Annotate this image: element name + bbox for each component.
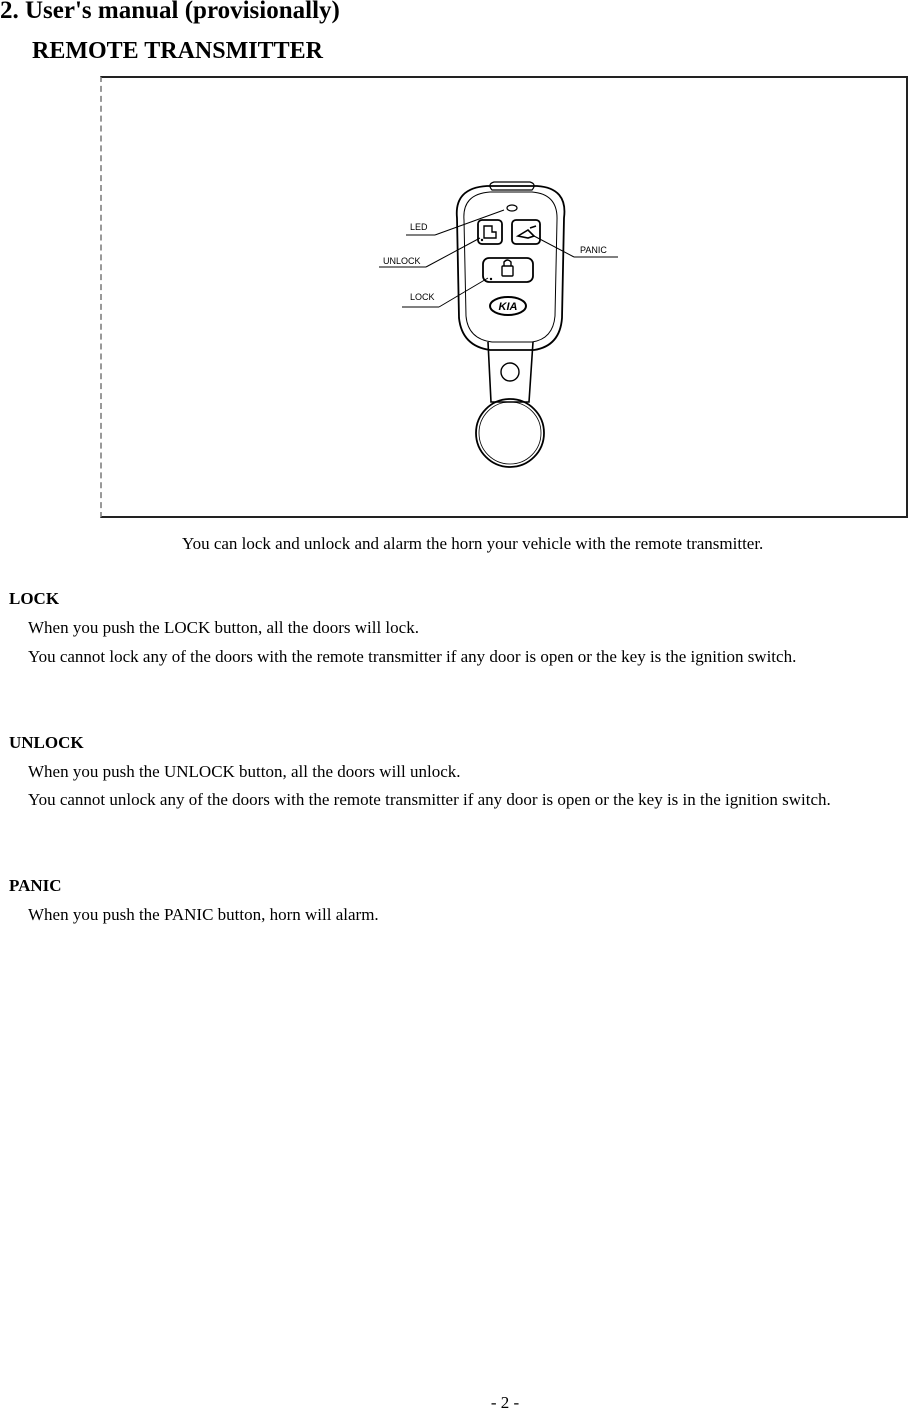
unlock-heading: UNLOCK: [9, 733, 84, 752]
panic-heading: PANIC: [9, 876, 62, 895]
unlock-description-line-2: You cannot unlock any of the doors with the remote transmitter if any door is open or the key is in the ignition switch.: [28, 790, 831, 809]
led-label: LED: [410, 222, 428, 232]
key-ring-inner: [479, 402, 541, 464]
panic-horn-icon: [518, 226, 536, 238]
remote-transmitter-illustration: [102, 78, 908, 518]
lock-description-line-2: You cannot lock any of the doors with the remote transmitter if any door is open or the key is the ignition switch.: [28, 647, 797, 666]
unlock-label: UNLOCK: [383, 256, 421, 266]
remote-transmitter-figure: [100, 76, 908, 518]
lock-icon-body: [502, 266, 513, 276]
led-pointer-line: [435, 210, 504, 235]
lock-label: LOCK: [410, 292, 435, 302]
unlock-description-line-1: When you push the UNLOCK button, all the doors will unlock.: [28, 762, 461, 781]
unlock-dot-icon: [481, 239, 483, 241]
lock-dot-icon: [490, 278, 492, 280]
panic-pointer-line: [534, 236, 574, 257]
panic-label: PANIC: [580, 245, 607, 255]
kia-logo-text: KIA: [498, 301, 518, 313]
fob-body-inner: [464, 192, 557, 342]
lock-heading: LOCK: [9, 589, 60, 608]
unlock-icon: [484, 226, 496, 238]
key-ring: [476, 399, 544, 467]
lock-icon-shackle: [504, 260, 511, 266]
unlock-pointer-line: [426, 238, 480, 267]
key-strap: [488, 342, 533, 402]
strap-hole: [501, 363, 519, 381]
panic-description-line-1: When you push the PANIC button, horn will alarm.: [28, 905, 379, 924]
page-title: 2. User's manual (provisionally): [0, 0, 340, 24]
lock-description-line-1: When you push the LOCK button, all the doors will lock.: [28, 618, 419, 637]
lock-pointer-line: [439, 278, 488, 307]
led-indicator: [507, 205, 517, 211]
page-number: - 2 -: [490, 1393, 520, 1412]
figure-caption: You can lock and unlock and alarm the horn your vehicle with the remote transmitter.: [182, 534, 764, 553]
section-title: REMOTE TRANSMITTER: [32, 38, 323, 64]
